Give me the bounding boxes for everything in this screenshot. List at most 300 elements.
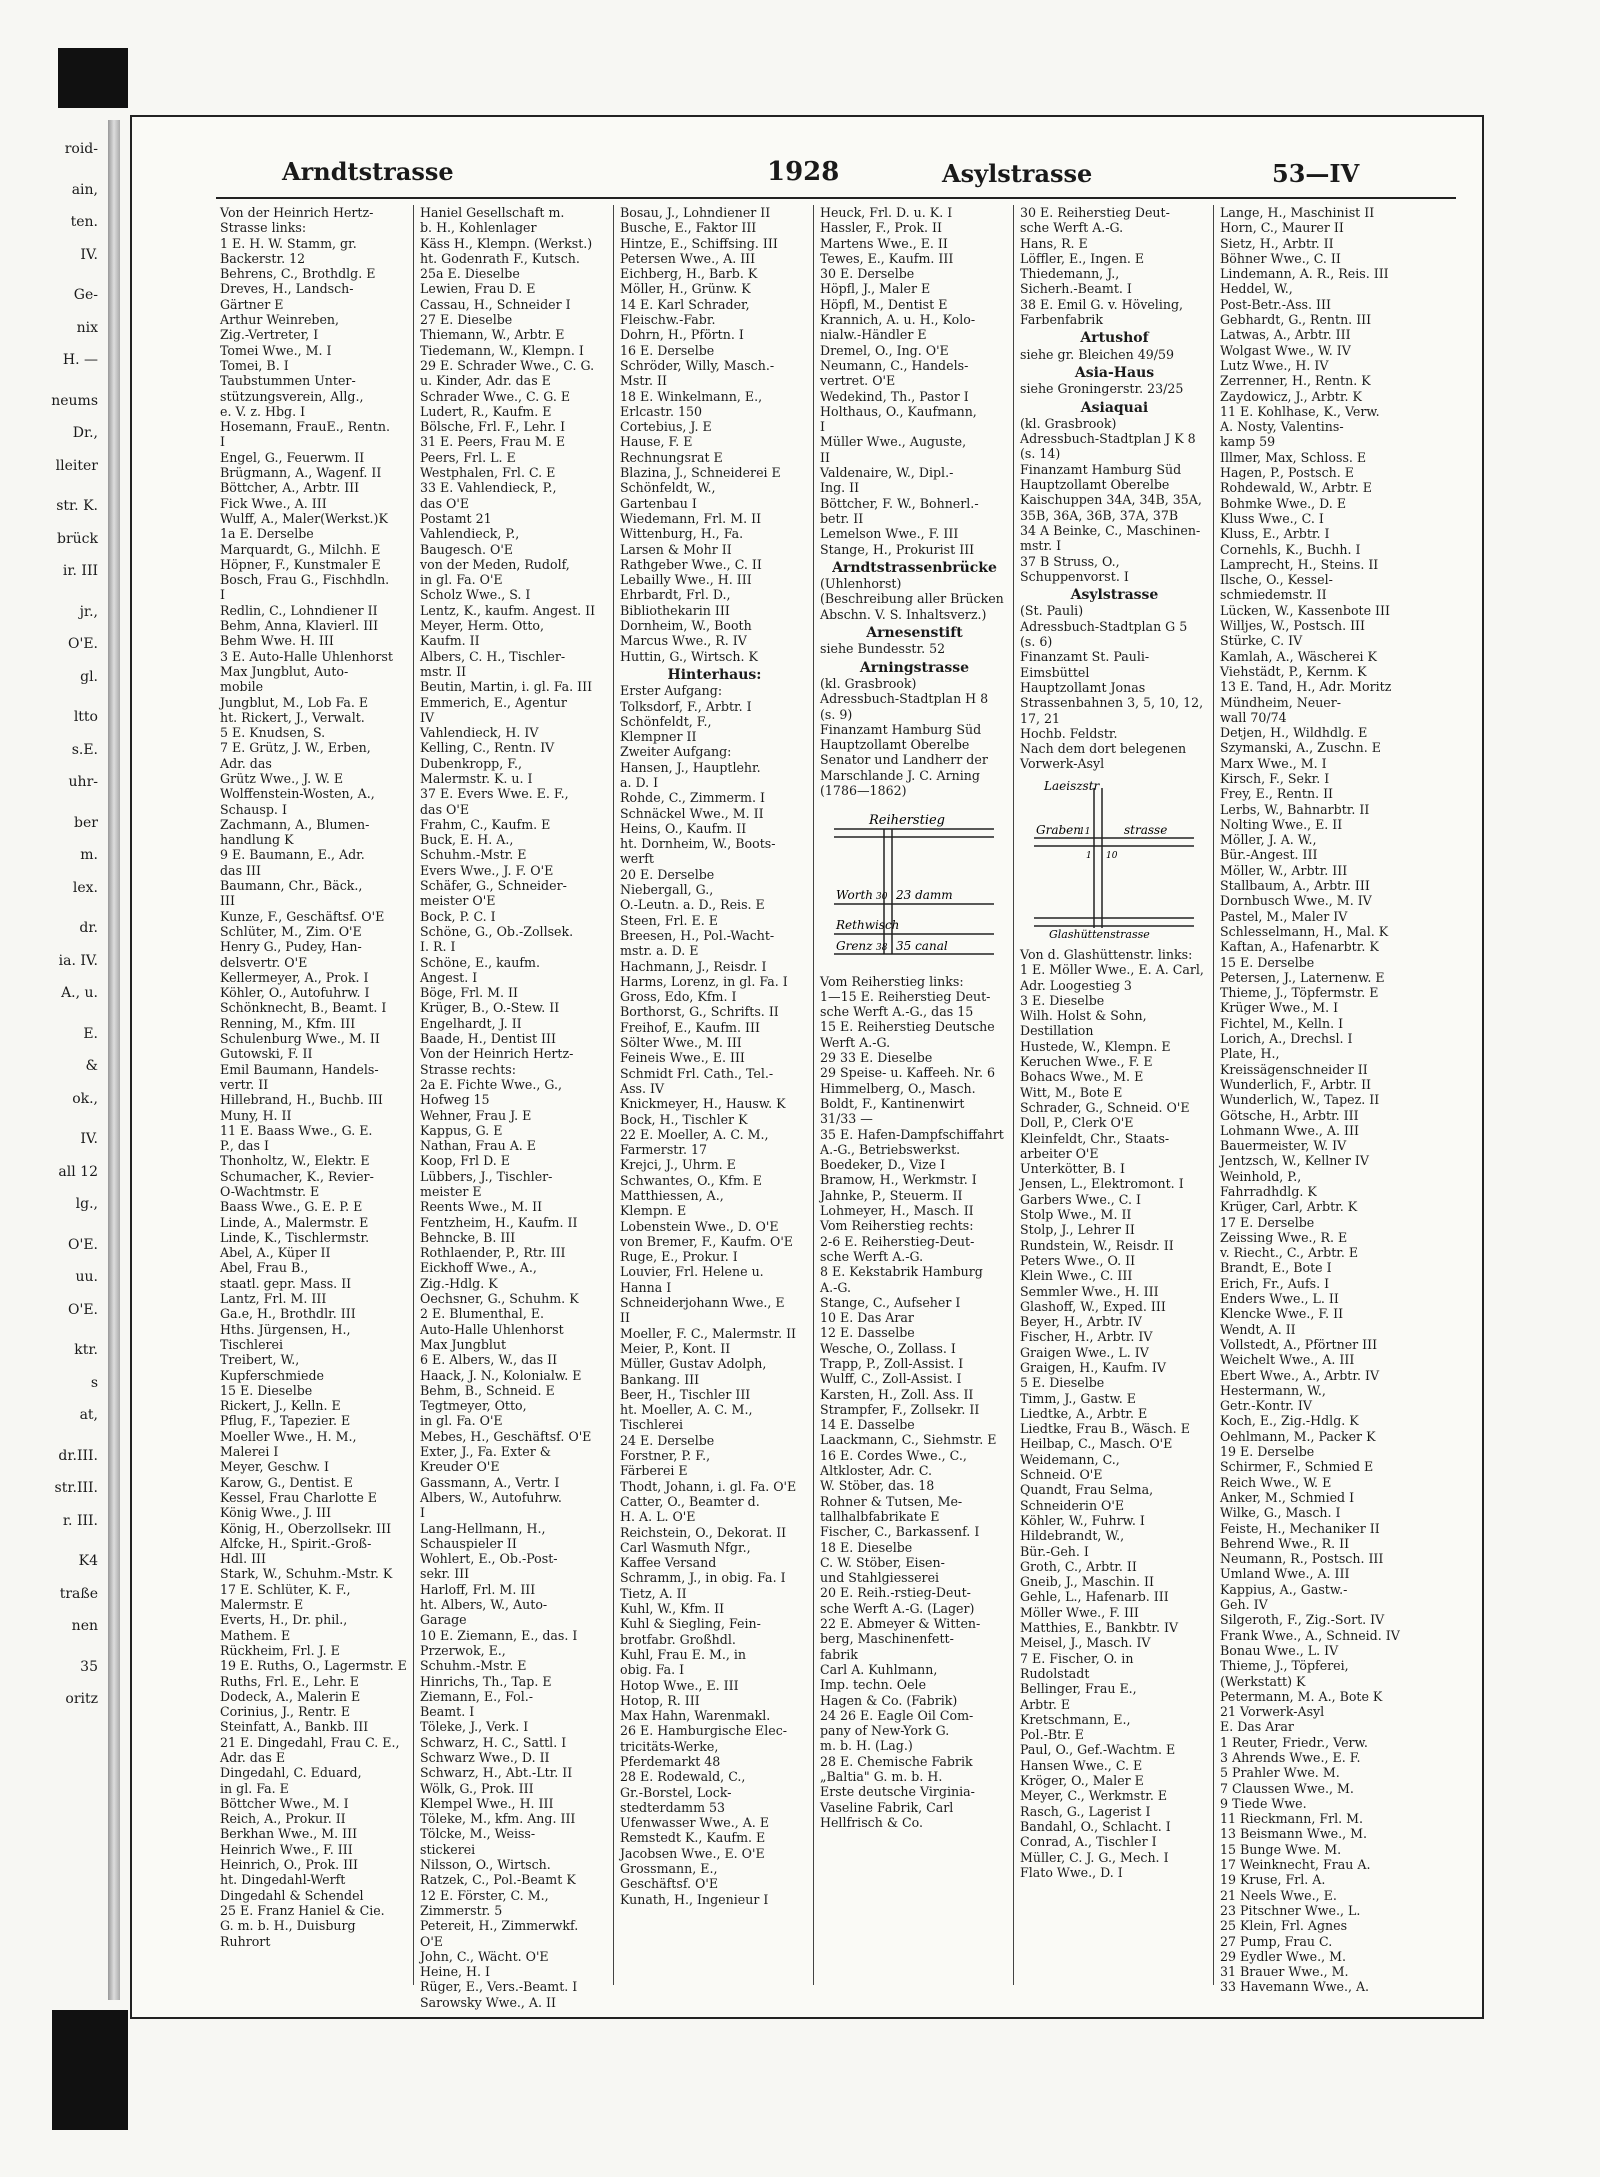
directory-entry: Sietz, H., Arbtr. II	[1220, 235, 1334, 251]
directory-entry: delsvertr. O'E	[220, 954, 308, 970]
directory-entry: 12 E. Förster, C. M.,	[420, 1887, 549, 1903]
map-label: 35 canal	[896, 939, 948, 954]
directory-entry: Kamlah, A., Wäscherei K	[1220, 648, 1377, 664]
directory-entry: I	[220, 434, 225, 450]
directory-entry: ht. Albers, W., Auto-	[420, 1597, 548, 1613]
directory-entry: Muny, H. II	[220, 1107, 292, 1123]
directory-entry: Sarowsky Wwe., A. II	[420, 1994, 556, 2010]
directory-entry: Töleke, M., kfm. Ang. III	[420, 1811, 576, 1827]
directory-entry: Hauptzollamt Oberelbe	[820, 737, 970, 753]
directory-entry: Dohrn, H., Pförtn. I	[620, 327, 744, 343]
directory-entry: Kaffee Versand	[620, 1555, 717, 1571]
directory-entry: Quandt, Frau Selma,	[1020, 1482, 1154, 1498]
directory-entry: Boedeker, D., Vize I	[820, 1157, 946, 1173]
directory-entry: Ass. IV	[620, 1080, 665, 1096]
scan-edge-mark-bottom	[52, 2010, 128, 2130]
directory-entry: Müller Wwe., Auguste,	[820, 434, 967, 450]
directory-entry: Huttin, G., Wirtsch. K	[620, 648, 758, 664]
directory-entry: Linde, A., Malermstr. E	[220, 1214, 369, 1230]
directory-entry: Ing. II	[820, 480, 860, 496]
directory-entry: Stürke, C. IV	[1220, 633, 1303, 649]
directory-entry: Hauptzollamt Oberelbe	[1020, 477, 1170, 493]
directory-entry: 33 Havemann Wwe., A.	[1220, 1979, 1370, 1995]
directory-entry: Stark, W., Schuhm.-Mstr. K	[220, 1566, 393, 1582]
directory-entry: Heinrich, O., Prok. III	[220, 1857, 359, 1873]
directory-entry: Frank Wwe., A., Schneid. IV	[1220, 1627, 1400, 1643]
directory-entry: Fischer, H., Arbtr. IV	[1020, 1329, 1153, 1345]
directory-entry: Klempner II	[620, 729, 697, 745]
facing-page-fragment: 35	[80, 1658, 98, 1675]
directory-entry: Pferdemarkt 48	[620, 1753, 721, 1769]
directory-entry: (kl. Grasbrook)	[1020, 415, 1117, 431]
directory-entry: Jahnke, P., Steuerm. II	[820, 1187, 963, 1203]
directory-entry: Tewes, E., Kaufm. III	[820, 250, 954, 266]
directory-entry: Baade, H., Dentist III	[420, 1031, 556, 1047]
directory-entry: Köhler, O., Autofuhrw. I	[220, 985, 370, 1001]
directory-entry: Gehle, L., Hafenarb. III	[1020, 1589, 1169, 1605]
directory-entry: Emmerich, E., Agentur	[420, 694, 567, 710]
directory-entry: Adressbuch-Stadtplan H 8	[820, 691, 989, 707]
directory-entry: Marschlande J. C. Arning	[820, 767, 980, 783]
directory-entry: Schönknecht, B., Beamt. I	[220, 1000, 387, 1016]
directory-entry: 11 Rieckmann, Frl. M.	[1220, 1811, 1364, 1827]
directory-entry: Max Hahn, Warenmakl.	[620, 1708, 771, 1724]
directory-entry: Fahrradhdlg. K	[1220, 1184, 1317, 1199]
facing-page-fragment: Dr.,	[72, 425, 98, 441]
directory-entry: Wölk, G., Prok. III	[420, 1780, 534, 1796]
directory-entry: (1786—1862)	[820, 782, 907, 798]
directory-entry: 2-6 E. Reiherstieg-Deut-	[820, 1233, 975, 1249]
facing-page-fragment: K4	[78, 1553, 98, 1569]
directory-entry: Nach dem dort belegenen	[1020, 741, 1187, 757]
directory-entry: Petersen, J., Laternenw. E	[1220, 969, 1385, 985]
directory-entry: Möller, J. A. W.,	[1220, 832, 1317, 848]
directory-entry: Kellermeyer, A., Prok. I	[220, 969, 369, 985]
directory-entry: 13 Beismann Wwe., M.	[1220, 1826, 1367, 1842]
directory-entry: Ruge, E., Prokur. I	[620, 1249, 738, 1265]
directory-entry: Kaischuppen 34A, 34B, 35A,	[1020, 492, 1202, 508]
directory-entry: Hansen, J., Hauptlehr.	[620, 759, 761, 775]
year: 1928	[767, 157, 840, 187]
directory-entry: Fentzheim, H., Kaufm. II	[420, 1214, 578, 1230]
directory-entry: Gutowski, F. II	[220, 1046, 313, 1062]
directory-entry: berg, Maschinenfett-	[820, 1631, 954, 1647]
directory-entry: Erlcastr. 150	[620, 403, 703, 419]
directory-entry: III	[220, 893, 235, 909]
directory-entry: Groth, C., Arbtr. II	[1020, 1558, 1137, 1574]
directory-entry: Bohacs Wwe., M. E	[1020, 1069, 1144, 1085]
directory-entry: 15 E. Derselbe	[1220, 954, 1315, 970]
directory-entry: E. Das Arar	[1220, 1719, 1294, 1735]
facing-page-fragment: lex.	[72, 879, 98, 896]
directory-entry: vertr. II	[220, 1076, 269, 1092]
facing-page-fragment: uhr-	[68, 774, 98, 790]
directory-entry: Redlin, C., Lohndiener II	[220, 602, 378, 618]
directory-entry: 19 E. Derselbe	[1220, 1444, 1315, 1460]
directory-entry: Hellfrisch & Co.	[820, 1814, 924, 1830]
directory-entry: Lentz, K., kaufm. Angest. II	[420, 602, 596, 618]
facing-page-fragment: O'E.	[68, 1236, 98, 1253]
directory-entry: Eimsbüttel	[1020, 664, 1090, 680]
directory-entry: Glashoff, W., Exped. III	[1020, 1298, 1166, 1314]
directory-entry: A. Nosty, Valentins-	[1220, 419, 1344, 435]
directory-entry: Knickmeyer, H., Hausw. K	[620, 1096, 786, 1112]
directory-entry: Neumann, C., Handels-	[820, 357, 969, 373]
directory-entry: Rothlaender, P., Rtr. III	[420, 1245, 566, 1261]
directory-entry: Krüger, Carl, Arbtr. K	[1220, 1199, 1358, 1215]
directory-entry: Kaufm. II	[420, 633, 480, 649]
directory-entry: Rohdewald, W., Arbtr. E	[1220, 480, 1372, 496]
directory-entry: Schuhm.-Mstr. E	[420, 1658, 527, 1674]
directory-entry: Tiedemann, W., Klempn. I	[420, 342, 584, 358]
directory-entry: Von d. Glashüttenstr. links:	[1020, 946, 1193, 962]
directory-entry: 21 Vorwerk-Asyl	[1220, 1704, 1325, 1720]
directory-entry: Cassau, H., Schneider I	[420, 296, 571, 312]
facing-page-fragment: roid-	[64, 141, 98, 157]
directory-entry: Stolp Wwe., M. II	[1020, 1207, 1132, 1223]
directory-entry: Adr. das E	[220, 1749, 286, 1765]
directory-entry: Conrad, A., Tischler I	[1020, 1834, 1157, 1850]
directory-entry: Thodt, Johann, i. gl. Fa. O'E	[620, 1478, 797, 1494]
directory-entry: Heuck, Frl. D. u. K. I	[820, 205, 953, 220]
directory-entry: Dubenkropp, F.,	[420, 755, 522, 771]
directory-entry: Horn, C., Maurer II	[1220, 220, 1344, 236]
directory-entry: Gross, Edo, Kfm. I	[620, 989, 737, 1005]
street-range-end: Asylstrasse	[942, 159, 1093, 188]
directory-entry: Schöne, E., kaufm.	[420, 954, 541, 970]
directory-entry: (Uhlenhorst)	[820, 576, 902, 592]
directory-entry: Erste deutsche Virginia-	[820, 1784, 975, 1800]
street-range-start: Arndtstrasse	[282, 157, 454, 186]
directory-entry: Vom Reiherstieg links:	[820, 973, 964, 989]
directory-entry: Thiemann, W., Arbtr. E	[420, 327, 565, 343]
directory-entry: Tölcke, M., Weiss-	[420, 1826, 536, 1842]
directory-entry: Böttcher, F. W., Bohnerl.-	[820, 495, 979, 511]
directory-entry: Koch, E., Zig.-Hdlg. K	[1220, 1413, 1359, 1429]
directory-entry: Pastel, M., Maler IV	[1220, 908, 1348, 924]
directory-entry: Schmidt Frl. Cath., Tel.-	[620, 1065, 774, 1081]
directory-entry: Malermstr. E	[220, 1597, 304, 1613]
directory-entry: Bosch, Frau G., Fischhdln.	[220, 572, 390, 588]
directory-entry: Kelling, C., Rentn. IV	[420, 740, 555, 756]
directory-entry: Tischlerei	[620, 1417, 684, 1433]
directory-entry: (Beschreibung aller Brücken	[820, 591, 1004, 607]
directory-entry: Catter, O., Beamter d.	[620, 1493, 760, 1509]
directory-entry: Albers, W., Autofuhrw.	[420, 1489, 562, 1505]
directory-entry: staatl. gepr. Mass. II	[220, 1275, 352, 1291]
directory-entry: Rudolstadt	[1020, 1665, 1090, 1681]
directory-entry: tricitäts-Werke,	[620, 1738, 719, 1754]
directory-entry: Ruths, Frl. E., Lehr. E	[220, 1673, 359, 1689]
directory-entry: Heddel, W.,	[1220, 281, 1293, 297]
facing-page-fragment: lg.,	[75, 1196, 98, 1212]
directory-entry: 16 E. Derselbe	[620, 342, 715, 358]
directory-entry: 15 Bunge Wwe. M.	[1220, 1841, 1342, 1857]
directory-entry: Larsen & Mohr II	[620, 541, 732, 557]
directory-entry: Petereit, H., Zimmerwkf.	[420, 1918, 579, 1934]
directory-entry: Töleke, J., Verk. I	[420, 1719, 529, 1735]
directory-entry: a. D. I	[620, 774, 659, 790]
directory-entry: Paul, O., Gef.-Wachtm. E	[1020, 1742, 1176, 1758]
directory-entry: Carl Wasmuth Nfgr.,	[620, 1539, 751, 1555]
directory-entry: 1 E. H. W. Stamm, gr.	[220, 235, 357, 251]
directory-entry: sche Werft A.-G.	[820, 1248, 924, 1264]
directory-entry: Plate, H.,	[1220, 1046, 1280, 1062]
directory-entry: Beamt. I	[420, 1704, 475, 1720]
directory-entry: Garbers Wwe., C. I	[1020, 1191, 1141, 1207]
directory-entry: 25 E. Franz Haniel & Cie.	[220, 1902, 385, 1918]
directory-entry: Dingedahl, C. Eduard,	[220, 1765, 362, 1781]
directory-entry: Von der Heinrich Hertz-	[420, 1046, 574, 1062]
directory-entry: Schausp. I	[220, 801, 287, 817]
map-label: 10	[1106, 850, 1118, 861]
map-label: Grenz	[836, 939, 873, 954]
directory-entry: Jacobsen Wwe., E. O'E	[620, 1845, 765, 1861]
facing-page-fragment: ia. IV.	[58, 952, 98, 969]
directory-entry: mstr. II	[420, 663, 467, 679]
directory-entry: Schöne, G., Ob.-Zollsek.	[420, 923, 574, 939]
directory-entry: Freihof, E., Kaufm. III	[620, 1019, 760, 1035]
directory-entry: Wulff, A., Maler(Werkst.)K	[220, 510, 388, 526]
directory-entry: Bonau Wwe., L. IV	[1220, 1642, 1339, 1658]
directory-entry: Strampfer, F., Zollsekr. II	[820, 1401, 980, 1417]
directory-entry: Hansen Wwe., C. E	[1020, 1757, 1143, 1773]
directory-entry: 24 E. Derselbe	[620, 1432, 715, 1448]
directory-entry: Löffler, E., Ingen. E	[1020, 250, 1145, 266]
directory-entry: 29 Eydler Wwe., M.	[1220, 1948, 1346, 1964]
directory-entry: Baass Wwe., G. E. P. E	[220, 1199, 363, 1215]
directory-entry: Lemelson Wwe., F. III	[820, 526, 959, 542]
directory-entry: 10 E. Ziemann, E., das. I	[420, 1627, 578, 1643]
directory-entry: Haack, J. N., Kolonialw. E	[420, 1367, 582, 1383]
directory-entry: Borthorst, G., Schrifts. II	[620, 1004, 779, 1020]
directory-entry: 20 E. Reih.-rstieg-Deut-	[820, 1585, 971, 1601]
directory-entry: Peers, Frl. L. E	[420, 449, 516, 465]
directory-entry: Moeller Wwe., H. M.,	[220, 1428, 357, 1444]
directory-entry: Arbtr. E	[1020, 1696, 1071, 1712]
directory-entry: I	[220, 587, 225, 603]
directory-entry: Vom Reiherstieg rechts:	[820, 1218, 974, 1234]
directory-entry: Ufenwasser Wwe., A. E	[620, 1815, 770, 1831]
directory-entry: Niebergall, G.,	[620, 882, 714, 898]
directory-entry: Schwarz Wwe., D. II	[420, 1749, 550, 1765]
directory-entry: Zimmerstr. 5	[420, 1902, 503, 1918]
directory-page	[130, 115, 1484, 2019]
directory-entry: 31 E. Peers, Frau M. E	[420, 434, 566, 450]
directory-entry: 19 E. Ruths, O., Lagermstr. E	[220, 1658, 407, 1674]
directory-entry: Strassenbahnen 3, 5, 10, 12,	[1020, 695, 1204, 711]
directory-entry: Käss H., Klempn. (Werkst.)	[420, 235, 593, 251]
directory-entry: O.-Leutn. a. D., Reis. E	[620, 897, 765, 913]
column-2	[416, 205, 614, 2010]
directory-entry: Kreuder O'E	[420, 1459, 500, 1475]
directory-entry: Busche, E., Faktor III	[620, 220, 757, 236]
directory-entry: Imp. techn. Oele	[820, 1677, 927, 1693]
directory-entry: 30 E. Derselbe	[820, 266, 915, 282]
directory-entry: Kappus, G. E	[420, 1122, 503, 1138]
directory-entry: ht. Dingedahl-Werft	[220, 1872, 346, 1888]
directory-entry: Thonholtz, W., Elektr. E	[220, 1153, 370, 1169]
directory-entry: mstr. a. D. E	[620, 943, 699, 959]
directory-entry: Meyer, Herm. Otto,	[420, 618, 544, 634]
directory-entry: Bock, H., Tischler K	[620, 1111, 748, 1127]
directory-entry: Getr.-Kontr. IV	[1220, 1398, 1313, 1414]
facing-page-fragment: ltto	[73, 709, 98, 725]
directory-entry: Geh. IV	[1220, 1597, 1268, 1613]
directory-entry: arbeiter O'E	[1020, 1145, 1099, 1161]
directory-entry: Max Jungblut, Auto-	[220, 663, 349, 679]
facing-page-fragment: IV.	[80, 1131, 98, 1147]
directory-entry: 17 Weinknecht, Frau A.	[1220, 1857, 1371, 1873]
directory-entry: handlung K	[220, 832, 294, 848]
directory-entry: Jentzsch, W., Kellner IV	[1220, 1153, 1369, 1169]
directory-entry: Abel, A., Küper II	[220, 1245, 331, 1261]
facing-page-fragment: oritz	[65, 1691, 98, 1707]
directory-entry: Matthiessen, A.,	[620, 1188, 724, 1203]
directory-entry: Remstedt K., Kaufm. E	[620, 1830, 766, 1846]
directory-entry: ht. Dornheim, W., Boots-	[620, 836, 776, 852]
directory-entry: 14 E. Dasselbe	[820, 1417, 915, 1433]
directory-entry: Wittenburg, H., Fa.	[620, 526, 744, 542]
directory-entry: Fischer, C., Barkassenf. I	[820, 1524, 980, 1540]
directory-entry: Wendt, A. II	[1220, 1321, 1296, 1337]
facing-page-fragment: gl.	[80, 668, 98, 685]
directory-entry: Lamprecht, H., Steins. II	[1220, 556, 1379, 572]
directory-entry: Hildebrandt, W.,	[1020, 1528, 1125, 1544]
directory-entry: Ziemann, E., Fol.-	[420, 1688, 534, 1704]
directory-entry: Dornheim, W., Booth	[620, 618, 752, 634]
directory-entry: Höpfl, J., Maler E	[820, 281, 931, 297]
directory-entry: Schönfeldt, F.,	[620, 713, 712, 729]
directory-entry: P., das I	[220, 1138, 269, 1154]
directory-entry: Brandt, E., Bote I	[1220, 1260, 1332, 1276]
directory-entry: obig. Fa. I	[620, 1662, 685, 1678]
directory-entry: 21 E. Dingedahl, Frau C. E.,	[220, 1734, 400, 1750]
directory-entry: 8 E. Kekstabrik Hamburg	[820, 1264, 983, 1280]
directory-entry: Höpner, F., Kunstmaler E	[220, 556, 381, 572]
directory-entry: I	[820, 419, 825, 435]
directory-entry: Malerei I	[220, 1444, 279, 1460]
directory-entry: Martens Wwe., E. II	[820, 235, 948, 251]
directory-entry: Krüger, B., O.-Stew. II	[420, 1000, 560, 1016]
facing-page-fragment: O'E.	[68, 1301, 98, 1318]
directory-entry: Beer, H., Tischler III	[620, 1386, 751, 1402]
directory-entry: Finanzamt Hamburg Süd	[1020, 461, 1182, 477]
directory-entry: Dreves, H., Landsch-	[220, 281, 354, 297]
directory-entry: Engel, G., Feuerwm. II	[220, 449, 365, 465]
directory-entry: Lücken, W., Kassenbote III	[1220, 602, 1390, 618]
directory-entry: Viehstädt, P., Kernm. K	[1220, 663, 1367, 679]
directory-entry: 2 E. Blumenthal, E.	[420, 1306, 545, 1322]
directory-entry: Stange, C., Aufseher I	[820, 1294, 961, 1310]
directory-entry: Brügmann, A., Wagenf. II	[220, 465, 382, 481]
directory-entry: sche Werft A.-G.	[1020, 220, 1124, 236]
directory-entry: Gneib, J., Maschin. II	[1020, 1574, 1154, 1590]
directory-entry: Reich, A., Prokur. II	[220, 1811, 346, 1827]
directory-entry: Hosemann, FrauE., Rentn.	[220, 419, 390, 435]
directory-entry: stützungsverein, Allg.,	[220, 388, 364, 404]
directory-entry: Ratzek, C., Pol.-Beamt K	[420, 1872, 576, 1888]
facing-page-fragment: all 12	[58, 1163, 98, 1180]
directory-entry: vertret. O'E	[820, 373, 896, 389]
directory-entry: Tomei Wwe., M. I	[220, 342, 332, 358]
directory-entry: Thiedemann, J.,	[1020, 266, 1120, 282]
directory-entry: Eickhoff Wwe., A.,	[420, 1260, 537, 1276]
directory-entry: Arthur Weinreben,	[220, 312, 340, 328]
street-heading: Hinterhaus:	[667, 666, 762, 683]
directory-entry: Dingedahl & Schendel	[220, 1887, 364, 1903]
directory-entry: Witt, M., Bote E	[1020, 1084, 1123, 1100]
directory-entry: von Bremer, F., Kaufm. O'E	[620, 1233, 793, 1249]
directory-entry: O'E	[420, 1933, 443, 1949]
directory-entry: Baugesch. O'E	[420, 541, 514, 557]
directory-entry: Neumann, R., Postsch. III	[1220, 1551, 1384, 1567]
directory-entry: Stolp, J., Lehrer II	[1020, 1222, 1135, 1238]
directory-entry: Berkhan Wwe., M. III	[220, 1826, 358, 1842]
directory-entry: Zaydowicz, J., Arbtr. K	[1220, 388, 1362, 404]
facing-page-fragment: E.	[83, 1025, 98, 1042]
directory-entry: Scholz Wwe., S. I	[420, 587, 531, 603]
facing-page-fragment: O'E.	[68, 636, 98, 652]
directory-entry: Kuhl & Siegling, Fein-	[620, 1616, 761, 1632]
facing-page-fragment: Ge-	[73, 287, 98, 303]
directory-entry: Schrader, G., Schneid. O'E	[1020, 1099, 1190, 1115]
directory-entry: Zachmann, A., Blumen-	[220, 816, 370, 832]
directory-entry: Klein Wwe., C. III	[1020, 1268, 1133, 1284]
column-4	[816, 205, 1014, 1985]
directory-entry: Willjes, W., Postsch. III	[1220, 618, 1366, 634]
directory-entry: wall 70/74	[1220, 709, 1287, 725]
directory-entry: Marquardt, G., Milchh. E	[220, 541, 381, 557]
directory-entry: siehe gr. Bleichen 49/59	[1020, 346, 1175, 362]
directory-entry: ht. Moeller, A. C. M.,	[620, 1402, 753, 1418]
facing-page-fragment: neums	[51, 392, 98, 409]
directory-entry: Lang-Hellmann, H.,	[420, 1520, 546, 1536]
directory-entry: 18 E. Dieselbe	[820, 1539, 913, 1555]
directory-entry: Mebes, H., Geschäftsf. O'E	[420, 1428, 592, 1444]
directory-entry: Engelhardt, J. II	[420, 1015, 522, 1031]
directory-entry: m. b. H. (Lag.)	[820, 1738, 913, 1754]
directory-entry: in gl. Fa. O'E	[420, 1413, 503, 1429]
directory-entry: Fichtel, M., Kelln. I	[1220, 1015, 1344, 1031]
directory-entry: sche Werft A.-G., das 15	[820, 1004, 974, 1020]
directory-entry: Götsche, H., Arbtr. III	[1220, 1107, 1359, 1123]
directory-entry: 24 26 E. Eagle Oil Com-	[820, 1707, 974, 1723]
directory-entry: 20 E. Derselbe	[620, 866, 715, 882]
directory-entry: Schuppenvorst. I	[1020, 568, 1129, 584]
directory-entry: Valdenaire, W., Dipl.-	[820, 465, 954, 481]
directory-entry: 3 E. Dieselbe	[1020, 992, 1105, 1008]
directory-entry: Weichelt Wwe., A. III	[1220, 1352, 1355, 1368]
directory-entry: (kl. Grasbrook)	[820, 675, 917, 691]
directory-entry: (s. 14)	[1020, 446, 1061, 462]
directory-entry: Schlüter, M., Zim. O'E	[220, 923, 362, 939]
directory-entry: Mündheim, Neuer-	[1220, 694, 1342, 710]
directory-entry: 27 E. Dieselbe	[420, 312, 513, 328]
map-label: 11	[1079, 826, 1091, 837]
directory-entry: Laackmann, C., Siehmstr. E	[820, 1432, 997, 1448]
directory-entry: Bramow, H., Werkmstr. I	[820, 1172, 977, 1188]
directory-entry: Hinrichs, Th., Tap. E	[420, 1673, 552, 1689]
directory-entry: in gl. Fa. E	[220, 1780, 289, 1796]
directory-entry: Nolting Wwe., E. II	[1220, 816, 1343, 832]
directory-entry: Reichstein, O., Dekorat. II	[620, 1524, 787, 1540]
directory-entry: Tolksdorf, F., Arbtr. I	[620, 698, 752, 714]
facing-page-fragment: s	[90, 1374, 98, 1391]
directory-entry: Boldt, F., Kantinenwirt	[820, 1095, 965, 1111]
directory-entry: 9 E. Baumann, E., Adr.	[220, 847, 365, 863]
directory-entry: Karsten, H., Zoll. Ass. II	[820, 1386, 974, 1402]
